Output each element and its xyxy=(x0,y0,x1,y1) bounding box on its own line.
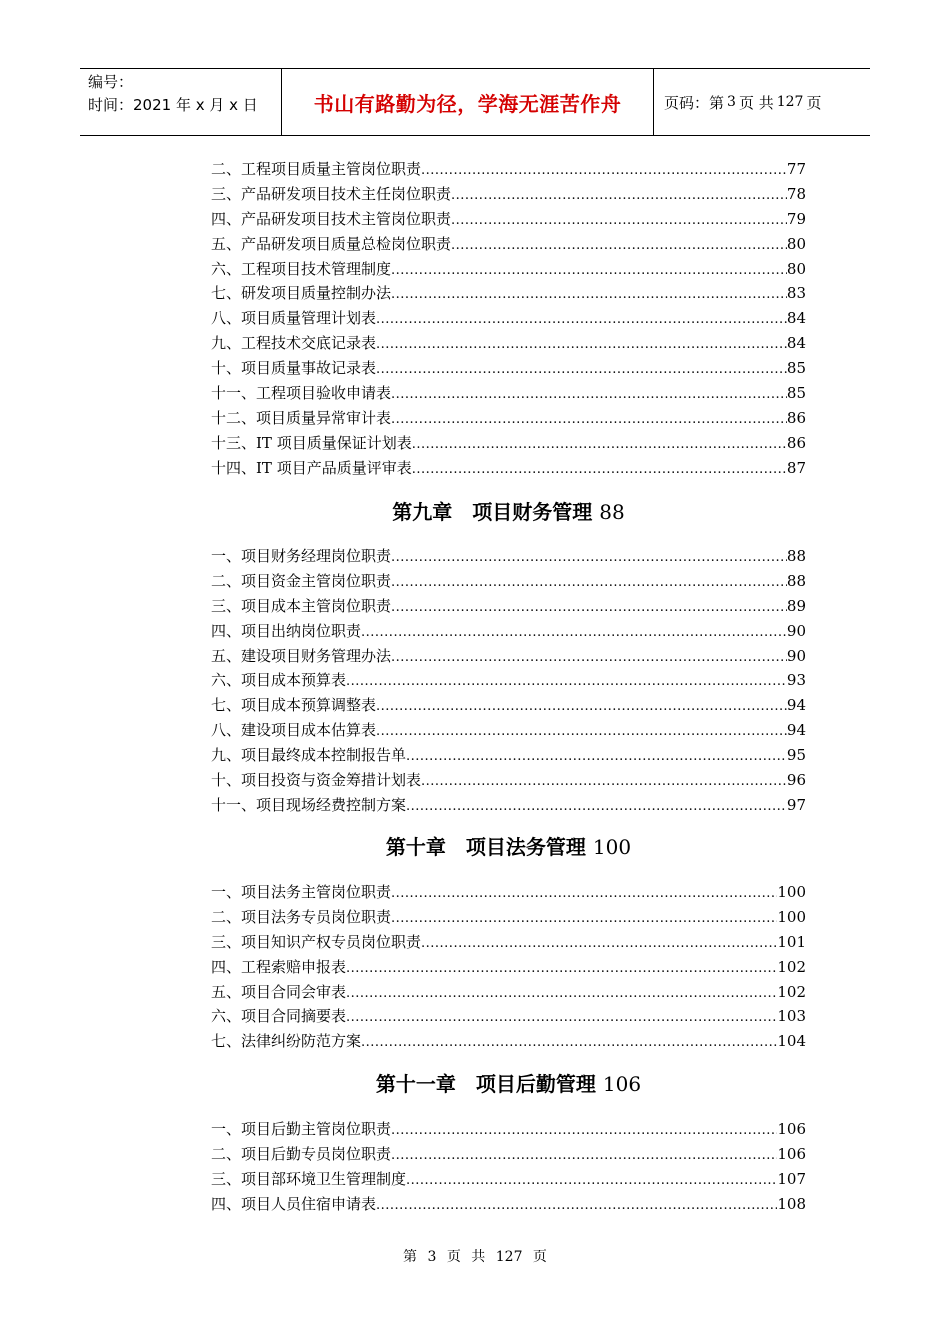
toc-entry[interactable] xyxy=(211,669,806,694)
toc-entry-label: 四、项目出纳岗位职责 xyxy=(211,621,362,640)
toc-entry[interactable] xyxy=(211,307,806,332)
toc-entry-label: 六、项目合同摘要表 xyxy=(211,1007,347,1026)
toc-entry-page: 100 xyxy=(777,883,806,901)
toc-entry-page: 108 xyxy=(777,1194,806,1213)
toc-entry[interactable] xyxy=(211,208,806,233)
toc-entry-label: 七、研发项目质量控制办法 xyxy=(211,284,392,303)
toc-entry-label: 九、项目最终成本控制报告单 xyxy=(211,746,407,765)
toc-entry-label: 三、项目部环境卫生管理制度 xyxy=(211,1169,407,1188)
page-current: 3 xyxy=(727,94,736,110)
toc-leader-dots xyxy=(421,774,787,789)
toc-leader-dots xyxy=(412,437,787,452)
toc-entry[interactable] xyxy=(211,645,806,670)
toc-entry-label: 十三、IT 项目质量保证计划表 xyxy=(211,433,412,452)
toc-entry-label: 一、项目财务经理岗位职责 xyxy=(211,547,392,565)
toc-entry-label: 六、项目成本预算表 xyxy=(211,671,347,690)
toc-entry-page: 79 xyxy=(786,209,806,228)
toc-leader-dots xyxy=(406,1173,777,1188)
toc-entry[interactable] xyxy=(211,158,806,183)
toc-entry-page: 93 xyxy=(786,671,806,690)
toc-section-quality xyxy=(211,158,806,482)
toc-entry[interactable] xyxy=(211,719,806,744)
toc-leader-dots xyxy=(451,238,787,253)
page-total: 127 xyxy=(776,94,804,110)
toc-entry-label: 一、项目法务主管岗位职责 xyxy=(211,883,392,901)
toc-entry-label: 二、项目后勤专员岗位职责 xyxy=(211,1144,392,1163)
toc-entry-page: 78 xyxy=(786,184,806,203)
date-line: 时间：2021 年 x 月 x 日 xyxy=(88,96,258,114)
toc-entry[interactable] xyxy=(211,1168,806,1193)
toc-entry-label: 七、项目成本预算调整表 xyxy=(211,696,377,715)
toc-entry-label: 二、项目资金主管岗位职责 xyxy=(211,571,392,590)
page-mid: 页 共 xyxy=(738,93,774,112)
toc-entry-label: 九、工程技术交底记录表 xyxy=(211,334,377,353)
header-motto: 书山有路勤为径，学海无涯苦作舟 xyxy=(282,69,654,135)
toc-section-finance xyxy=(211,545,806,819)
toc-entry-page: 96 xyxy=(786,771,806,790)
toc-entry-label: 十二、项目质量异常审计表 xyxy=(211,408,392,427)
toc-leader-dots xyxy=(412,462,787,477)
toc-entry-label: 二、工程项目质量主管岗位职责 xyxy=(211,160,422,178)
toc-entry-page: 102 xyxy=(777,957,806,976)
toc-leader-dots xyxy=(391,911,777,926)
toc-entry-page: 80 xyxy=(786,234,806,253)
toc-entry-label: 十一、项目现场经费控制方案 xyxy=(211,795,407,814)
toc-entry-label: 八、建设项目成本估算表 xyxy=(211,721,377,740)
toc-entry-page: 77 xyxy=(786,160,806,178)
toc-leader-dots xyxy=(391,600,787,615)
toc-entry[interactable] xyxy=(211,620,806,645)
toc-entry[interactable] xyxy=(211,794,806,819)
toc-leader-dots xyxy=(376,312,787,327)
toc-leader-dots xyxy=(376,1198,777,1213)
chapter-title: 第十章 项目法务管理 xyxy=(385,835,586,859)
toc-entry-label: 十、项目质量事故记录表 xyxy=(211,359,377,378)
toc-entry-page: 102 xyxy=(777,982,806,1001)
toc-entry-label: 五、建设项目财务管理办法 xyxy=(211,646,392,665)
toc-leader-dots xyxy=(346,986,777,1001)
toc-entry[interactable] xyxy=(211,407,806,432)
chapter-heading-10 xyxy=(211,831,806,860)
toc-entry-page: 84 xyxy=(786,309,806,328)
toc-entry[interactable] xyxy=(211,1005,806,1030)
toc-entry-label: 七、法律纠纷防范方案 xyxy=(211,1032,362,1051)
toc-leader-dots xyxy=(451,213,787,228)
toc-leader-dots xyxy=(376,699,787,714)
toc-leader-dots xyxy=(406,749,787,764)
toc-entry-page: 80 xyxy=(786,259,806,278)
toc-leader-dots xyxy=(391,263,787,278)
toc-entry[interactable] xyxy=(211,282,806,307)
chapter-title: 第九章 项目财务管理 xyxy=(392,500,593,524)
toc-entry[interactable] xyxy=(211,881,806,906)
page-footer: 第 3 页 共 127 页 xyxy=(403,1249,547,1265)
toc-entry[interactable] xyxy=(211,1193,806,1218)
toc-entry[interactable] xyxy=(211,332,806,357)
toc-entry-page: 94 xyxy=(786,696,806,715)
toc-entry-page: 103 xyxy=(777,1007,806,1026)
chapter-title: 第十一章 项目后勤管理 xyxy=(375,1072,596,1096)
toc-entry-label: 四、产品研发项目技术主管岗位职责 xyxy=(211,209,452,228)
toc-entry-label: 五、产品研发项目质量总检岗位职责 xyxy=(211,234,452,253)
toc-entry-page: 101 xyxy=(777,932,806,951)
toc-entry-page: 83 xyxy=(786,284,806,303)
toc-entry-page: 90 xyxy=(786,646,806,665)
toc-entry-label: 三、产品研发项目技术主任岗位职责 xyxy=(211,184,452,203)
toc-entry[interactable] xyxy=(211,1143,806,1168)
toc-entry-page: 84 xyxy=(786,334,806,353)
toc-entry-page: 88 xyxy=(786,547,806,565)
toc-entry-label: 三、项目知识产权专员岗位职责 xyxy=(211,932,422,951)
toc-leader-dots xyxy=(376,337,787,352)
toc-leader-dots xyxy=(376,724,787,739)
toc-leader-dots xyxy=(391,287,787,302)
toc-leader-dots xyxy=(346,961,777,976)
toc-entry[interactable] xyxy=(211,694,806,719)
toc-entry[interactable] xyxy=(211,183,806,208)
toc-leader-dots xyxy=(346,674,787,689)
toc-entry-label: 八、项目质量管理计划表 xyxy=(211,309,377,328)
toc-leader-dots xyxy=(361,625,787,640)
chapter-heading-9 xyxy=(211,496,806,525)
toc-entry-page: 88 xyxy=(786,571,806,590)
toc-entry-label: 四、工程索赔申报表 xyxy=(211,957,347,976)
toc-entry[interactable] xyxy=(211,931,806,956)
toc-entry[interactable] xyxy=(211,357,806,382)
toc-entry[interactable] xyxy=(211,457,806,482)
toc-entry[interactable] xyxy=(211,981,806,1006)
toc-entry[interactable] xyxy=(211,545,806,570)
toc-entry[interactable] xyxy=(211,570,806,595)
chapter-page: 106 xyxy=(602,1072,642,1096)
chapter-heading-11 xyxy=(211,1068,806,1097)
toc-leader-dots xyxy=(391,575,787,590)
toc-leader-dots xyxy=(421,163,787,178)
toc-entry-label: 五、项目合同会审表 xyxy=(211,982,347,1001)
toc-entry-page: 85 xyxy=(786,359,806,378)
toc-leader-dots xyxy=(391,886,777,901)
toc-entry-label: 四、项目人员住宿申请表 xyxy=(211,1194,377,1213)
toc-entry-page: 104 xyxy=(777,1032,806,1051)
toc-leader-dots xyxy=(391,1123,777,1138)
header-page-info xyxy=(654,69,870,135)
toc-entry-label: 十、项目投资与资金筹措计划表 xyxy=(211,771,422,790)
toc-leader-dots xyxy=(391,387,787,402)
toc-entry[interactable] xyxy=(211,906,806,931)
toc-section-logistics xyxy=(211,1118,806,1218)
toc-entry[interactable] xyxy=(211,956,806,981)
toc-entry-page: 86 xyxy=(786,433,806,452)
serial-label: 编号： xyxy=(88,73,134,91)
toc-entry[interactable] xyxy=(211,233,806,258)
toc-leader-dots xyxy=(406,799,787,814)
toc-leader-dots xyxy=(391,650,787,665)
toc-entry[interactable] xyxy=(211,744,806,769)
toc-entry-page: 107 xyxy=(777,1169,806,1188)
toc-entry[interactable] xyxy=(211,595,806,620)
toc-entry-page: 106 xyxy=(777,1144,806,1163)
toc-section-legal xyxy=(211,881,806,1055)
toc-entry-page: 100 xyxy=(777,907,806,926)
toc-leader-dots xyxy=(391,1148,777,1163)
toc-entry[interactable] xyxy=(211,432,806,457)
toc-entry-page: 90 xyxy=(786,621,806,640)
toc-entry[interactable] xyxy=(211,382,806,407)
header-meta xyxy=(80,69,282,135)
toc-entry[interactable] xyxy=(211,1030,806,1055)
toc-leader-dots xyxy=(361,1035,777,1050)
chapter-page: 88 xyxy=(599,500,625,524)
toc-leader-dots xyxy=(391,550,787,565)
page-prefix: 页码：第 xyxy=(664,93,725,112)
toc-entry-label: 三、项目成本主管岗位职责 xyxy=(211,596,392,615)
toc-entry[interactable] xyxy=(211,1118,806,1143)
toc-leader-dots xyxy=(421,936,777,951)
page-header xyxy=(80,68,870,136)
page-suffix: 页 xyxy=(806,93,822,112)
toc-entry-label: 一、项目后勤主管岗位职责 xyxy=(211,1120,392,1138)
toc-leader-dots xyxy=(376,362,787,377)
toc-entry-label: 六、工程项目技术管理制度 xyxy=(211,259,392,278)
toc-leader-dots xyxy=(391,412,787,427)
toc-entry-page: 95 xyxy=(786,746,806,765)
toc-entry-page: 97 xyxy=(786,795,806,814)
toc-entry-page: 94 xyxy=(786,721,806,740)
toc-entry-page: 106 xyxy=(777,1120,806,1138)
toc-entry-label: 十四、IT 项目产品质量评审表 xyxy=(211,458,412,477)
toc-entry-label: 十一、工程项目验收申请表 xyxy=(211,384,392,403)
toc-leader-dots xyxy=(346,1010,777,1025)
toc-entry[interactable] xyxy=(211,769,806,794)
toc-entry[interactable] xyxy=(211,258,806,283)
toc-entry-label: 二、项目法务专员岗位职责 xyxy=(211,907,392,926)
chapter-page: 100 xyxy=(592,835,632,859)
toc-entry-page: 85 xyxy=(786,384,806,403)
toc-entry-page: 89 xyxy=(786,596,806,615)
toc-entry-page: 86 xyxy=(786,408,806,427)
toc-entry-page: 87 xyxy=(786,458,806,477)
toc-leader-dots xyxy=(451,188,787,203)
